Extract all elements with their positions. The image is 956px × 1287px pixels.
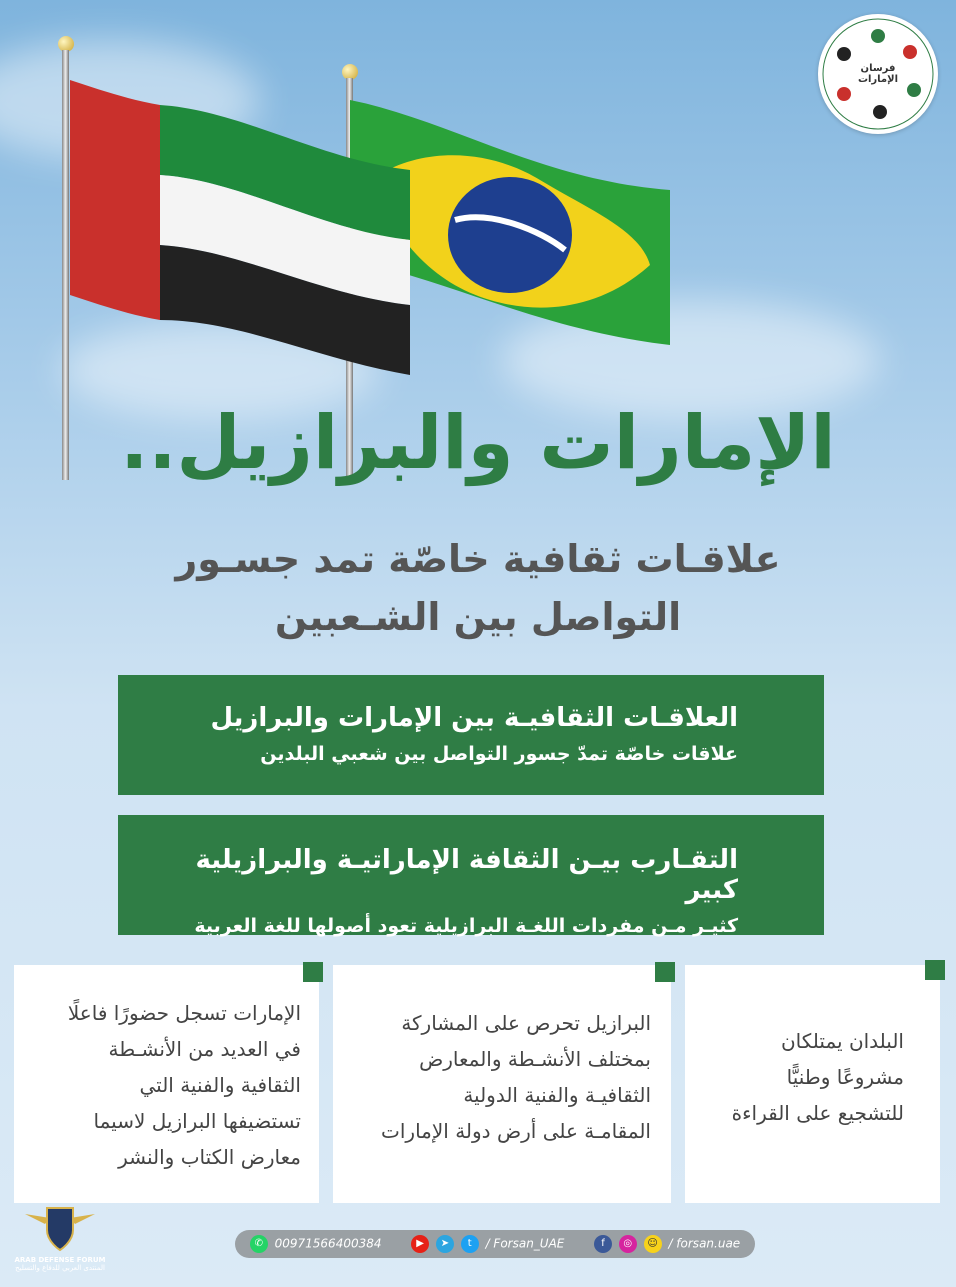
box-subtext: علاقات خاصّة تمدّ جسور التواصل بين شعبي البلدين bbox=[260, 743, 738, 765]
instagram-icon: ◎ bbox=[619, 1235, 637, 1253]
facebook-icon: f bbox=[594, 1235, 612, 1253]
card-line: معارض الكتاب والنشر bbox=[118, 1145, 301, 1169]
subtitle-line: علاقـات ثقافية خاصّة تمد جسـور bbox=[175, 537, 781, 581]
snapchat-icon: ☺ bbox=[644, 1235, 662, 1253]
telegram-icon: ➤ bbox=[436, 1235, 454, 1253]
box-subtext: كثيـر مـن مفردات اللغـة البرازيلية تعود أصولها للغة العربية bbox=[194, 915, 738, 937]
page-subtitle bbox=[0, 530, 956, 646]
arab-defense-forum-watermark bbox=[0, 1190, 120, 1287]
watermark-text: المنتدى العربي للدفاع والتسليح bbox=[15, 1264, 105, 1272]
watermark-text: ARAB DEFENSE FORUM bbox=[14, 1256, 106, 1264]
card-line: مشروعًا وطنيًّا bbox=[786, 1065, 904, 1089]
box-heading: التقـارب بيـن الثقافة الإماراتيـة والبرازيلية كبير bbox=[195, 845, 738, 905]
phone-number: 00971566400384 bbox=[274, 1236, 382, 1251]
whatsapp-icon: ✆ bbox=[250, 1235, 268, 1253]
logo-text: فرسان الإمارات bbox=[857, 63, 898, 85]
flags-illustration bbox=[70, 60, 690, 380]
card-line: تستضيفها البرازيل لاسيما bbox=[93, 1109, 301, 1133]
page-title: الإمارات والبرازيل.. bbox=[120, 400, 836, 486]
twitter-icon: t bbox=[461, 1235, 479, 1253]
card-line: بمختلف الأنشـطة والمعارض bbox=[419, 1047, 651, 1071]
youtube-icon: ▶ bbox=[411, 1235, 429, 1253]
info-box-cultural-relations bbox=[118, 675, 824, 795]
card-line: الثقافيـة والفنية الدولية bbox=[463, 1083, 651, 1107]
forsan-logo bbox=[818, 14, 938, 134]
info-card-reading bbox=[685, 965, 940, 1203]
info-box-cultural-affinity bbox=[118, 815, 824, 935]
shield-wings-icon bbox=[25, 1196, 95, 1256]
forsan-uae-handle[interactable] bbox=[411, 1235, 564, 1253]
card-line: البرازيل تحرص على المشاركة bbox=[401, 1011, 651, 1035]
handle-text: / forsan.uae bbox=[668, 1236, 741, 1251]
card-line: الثقافية والفنية التي bbox=[139, 1073, 301, 1097]
card-line: المقامـة على أرض دولة الإمارات bbox=[381, 1119, 651, 1143]
card-line: الإمارات تسجل حضورًا فاعلًا bbox=[67, 1001, 301, 1025]
handle-text: / Forsan_UAE bbox=[485, 1236, 565, 1251]
info-card-brazil-participation bbox=[333, 965, 671, 1203]
forsan-uae-dot-handle[interactable] bbox=[594, 1235, 740, 1253]
card-line: البلدان يمتلكان bbox=[780, 1029, 904, 1053]
social-bar bbox=[235, 1230, 755, 1258]
box-heading: العلاقـات الثقافيـة بين الإمارات والبرازيل bbox=[210, 703, 738, 733]
corner-square bbox=[655, 962, 675, 982]
card-line: للتشجيع على القراءة bbox=[731, 1101, 904, 1125]
info-card-uae-presence bbox=[14, 965, 319, 1203]
corner-square bbox=[925, 960, 945, 980]
subtitle-line: التواصل بين الشـعبين bbox=[274, 595, 682, 639]
card-line: في العديد من الأنشـطة bbox=[108, 1037, 301, 1061]
corner-square bbox=[303, 962, 323, 982]
whatsapp-contact[interactable] bbox=[250, 1235, 382, 1253]
